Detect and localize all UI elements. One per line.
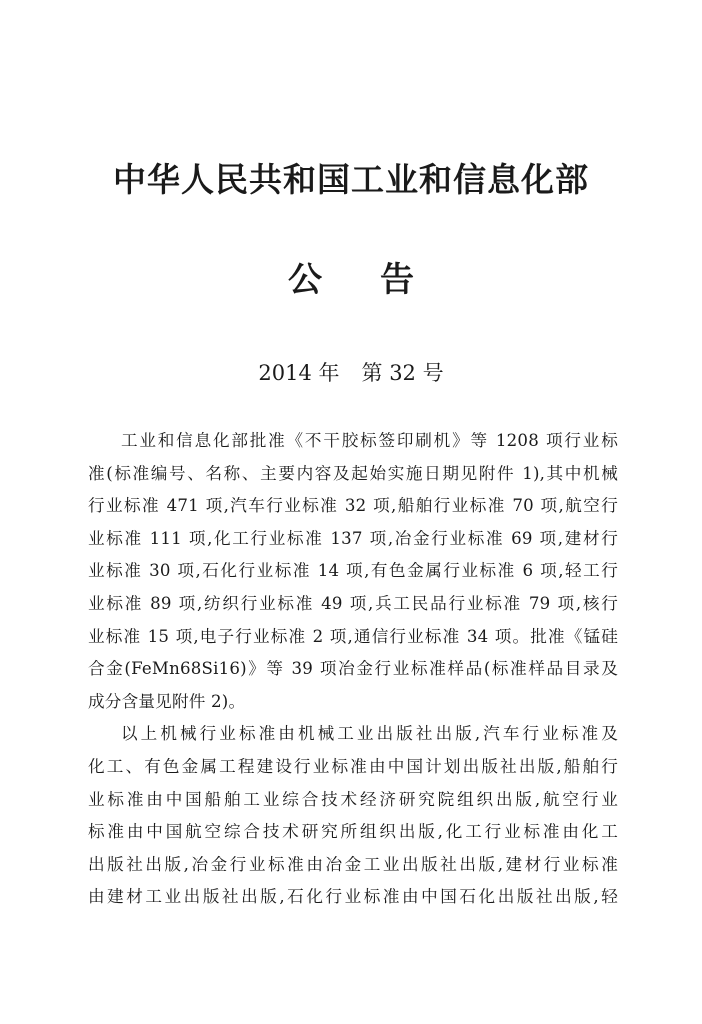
paragraph-line: 工业和信息化部批准《不干胶标签印刷机》等 1208 项行业标 [121, 431, 618, 450]
paragraph-line: 业标准 89 项,纺织行业标准 49 项,兵工民品行业标准 79 项,核行 [88, 593, 618, 613]
paragraph-line: 业标准 111 项,化工行业标准 137 项,冶金行业标准 69 项,建材行 [88, 528, 618, 548]
paragraph-line: 业标准由中国船舶工业综合技术经济研究院组织出版,航空行业 [88, 789, 618, 809]
paragraph-line: 行业标准 471 项,汽车行业标准 32 项,船舶行业标准 70 项,航空行 [88, 496, 618, 516]
notice-body [88, 425, 618, 914]
paragraph-line: 由建材工业出版社出版,石化行业标准由中国石化出版社出版,轻 [88, 887, 618, 907]
ministry-title: 中华人民共和国工业和信息化部 [113, 160, 589, 199]
issue-number-line [0, 356, 702, 390]
issue-number: 第 32 号 [361, 361, 444, 385]
paragraph-line: 准(标准编号、名称、主要内容及起始实施日期见附件 1),其中机械 [88, 463, 618, 483]
paragraph-line: 成分含量见附件 2)。 [88, 691, 246, 711]
notice-heading [0, 258, 702, 302]
paragraph-line: 化工、有色金属工程建设行业标准由中国计划出版社出版,船舶行 [88, 756, 618, 776]
paragraph-2 [88, 718, 618, 914]
paragraph-1 [88, 425, 618, 718]
notice-heading-right: 告 [380, 260, 414, 300]
paragraph-line: 标准由中国航空综合技术研究所组织出版,化工行业标准由化工 [88, 822, 618, 842]
paragraph-line: 出版社出版,冶金行业标准由冶金工业出版社出版,建材行业标准 [88, 854, 618, 874]
paragraph-line: 业标准 30 项,石化行业标准 14 项,有色金属行业标准 6 项,轻工行 [88, 561, 618, 581]
issue-year: 2014 年 [258, 361, 340, 385]
paragraph-line: 合金(FeMn68Si16)》等 39 项冶金行业标准样品(标准样品目录及 [88, 659, 618, 679]
paragraph-line: 以上机械行业标准由机械工业出版社出版,汽车行业标准及 [121, 724, 618, 744]
notice-heading-left: 公 [288, 260, 322, 300]
paragraph-line: 业标准 15 项,电子行业标准 2 项,通信行业标准 34 项。批准《锰硅 [88, 626, 618, 646]
